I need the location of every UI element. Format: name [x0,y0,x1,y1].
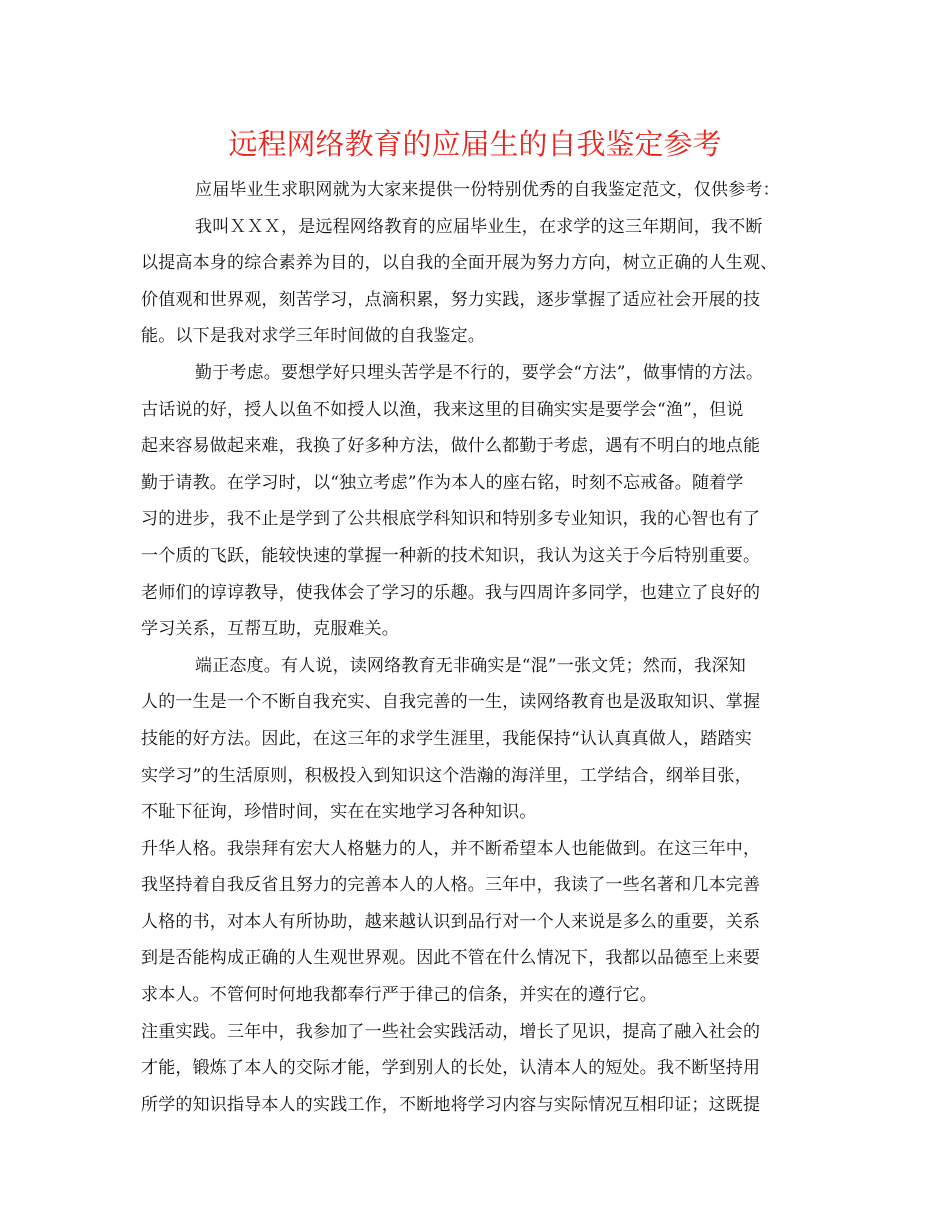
text-line: 习的进步，我不止是学到了公共根底学科知识和特别多专业知识，我的心智也有了 [141,509,761,530]
text-line: 起来容易做起来难，我换了好多种方法，做什么都勤于考虑，遇有不明白的地点能 [141,436,761,457]
text-line: 人格的书，对本人有所协助，越来越认识到品行对一个人来说是多么的重要，关系 [141,911,761,932]
text-line: 人的一生是一个不断自我充实、自我完善的一生，读网络教育也是汲取知识、掌握 [141,692,761,713]
text-line: 注重实践。三年中，我参加了一些社会实践活动，增长了见识，提高了融入社会的 [141,1021,761,1042]
text-line: 端正态度。有人说，读网络教育无非确实是“混”一张文凭；然而，我深知 [195,655,746,676]
document-body [141,172,841,1123]
text-line: 能。以下是我对求学三年时间做的自我鉴定。 [141,326,485,347]
text-line: 应届毕业生求职网就为大家来提供一份特别优秀的自我鉴定范文，仅供参考： [195,180,780,200]
text-line: 升华人格。我崇拜有宏大人格魅力的人，并不断希望本人也能做到。在这三年中， [141,838,761,859]
text-line: 学习关系，互帮互助，克服难关。 [141,619,399,640]
text-line: 以提高本身的综合素养为目的，以自我的全面开展为努力方向，树立正确的人生观、 [141,253,778,274]
text-line: 勤于考虑。要想学好只埋头苦学是不行的，要学会“方法”，做事情的方法。 [195,362,764,383]
text-line: 古话说的好，授人以鱼不如授人以渔，我来这里的目确实实是要学会“渔”，但说 [141,399,744,420]
text-line: 老师们的谆谆教导，使我体会了学习的乐趣。我与四周许多同学，也建立了良好的 [141,582,761,603]
text-line: 实学习”的生活原则，积极投入到知识这个浩瀚的海洋里，工学结合，纲举目张， [141,765,752,786]
text-line: 不耻下征询，珍惜时间，实在在实地学习各种知识。 [141,802,537,823]
text-line: 求本人。不管何时何地我都奉行严于律己的信条，并实在的遵行它。 [141,985,657,1006]
document-title: 远程网络教育的应届生的自我鉴定参考 [228,127,722,161]
text-line: 所学的知识指导本人的实践工作，不断地将学习内容与实际情况互相印证；这既提 [141,1094,761,1115]
text-line: 到是否能构成正确的人生观世界观。因此不管在什么情况下，我都以品德至上来要 [141,948,761,969]
text-line: 价值观和世界观，刻苦学习，点滴积累，努力实践，逐步掌握了适应社会开展的技 [141,289,761,310]
text-line: 勤于请教。在学习时，以“独立考虑”作为本人的座右铭，时刻不忘戒备。随着学 [141,472,744,493]
text-line: 才能，锻炼了本人的交际才能，学到别人的长处，认清本人的短处。我不断坚持用 [141,1058,761,1079]
text-line: 我叫ＸＸＸ，是远程网络教育的应届毕业生，在求学的这三年期间，我不断 [195,216,763,237]
text-line: 技能的好方法。因此，在这三年的求学生涯里，我能保持“认认真真做人，踏踏实 [141,728,752,749]
text-line: 一个质的飞跃，能较快速的掌握一种新的技术知识，我认为这关于今后特别重要。 [141,545,761,566]
text-line: 我坚持着自我反省且努力的完善本人的人格。三年中，我读了一些名著和几本完善 [141,875,761,896]
